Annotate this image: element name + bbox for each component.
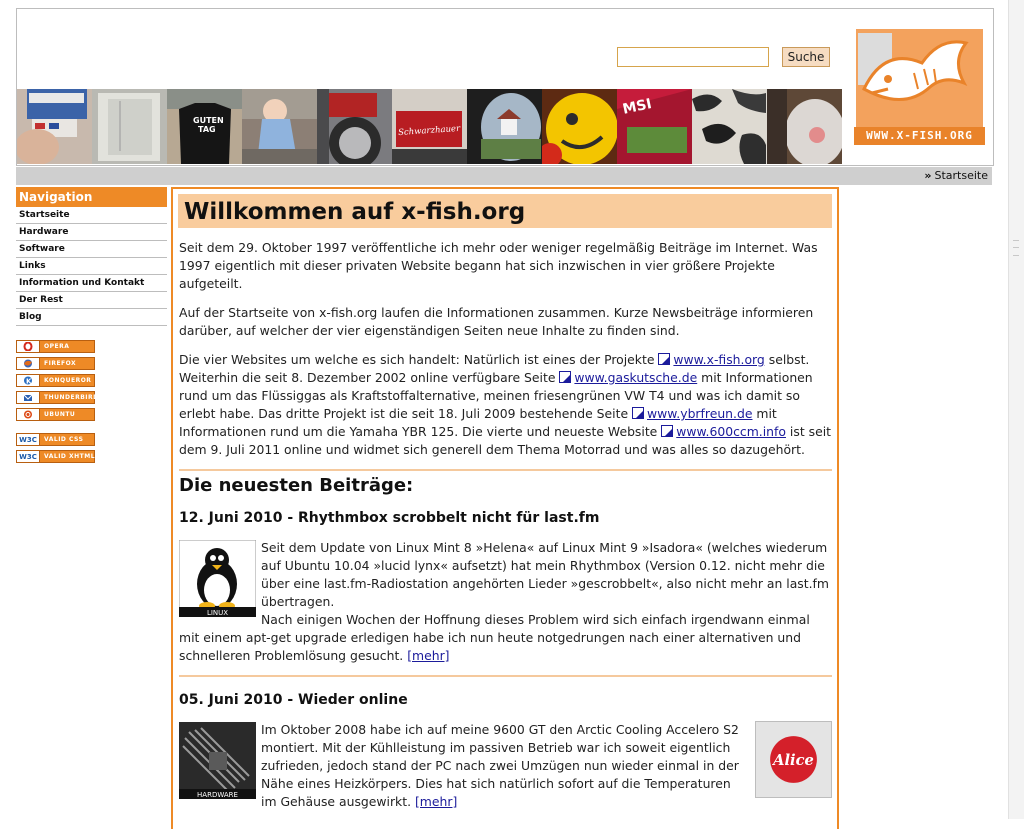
banner-photo-tshirt (167, 89, 242, 164)
alice-logo-icon (755, 721, 832, 798)
sidebar-item-der-rest[interactable] (16, 292, 167, 309)
hardware-cooler-icon (179, 722, 256, 799)
search-input[interactable] (617, 47, 769, 67)
sidebar-item-links[interactable] (16, 258, 167, 275)
link-x-fish[interactable]: www.x-fish.org (673, 352, 765, 367)
banner-photo-sign (392, 89, 467, 164)
sidebar-item-startseite[interactable] (16, 207, 167, 224)
divider (179, 675, 832, 677)
fish-logo-icon (854, 27, 985, 127)
valid-css-badge[interactable]: W3C VALID CSS (16, 433, 95, 446)
post-entry (179, 721, 832, 811)
banner-photo-mirror (467, 89, 542, 164)
sidebar-item-blog[interactable] (16, 309, 167, 326)
page-title-box (178, 194, 832, 228)
sidebar (16, 187, 167, 467)
firefox-icon (17, 358, 40, 369)
sidebar-item-hardware[interactable] (16, 224, 167, 241)
divider (179, 469, 832, 471)
banner-photo-thumb-card (17, 89, 92, 164)
valid-xhtml-badge[interactable]: W3C VALID XHTML (16, 450, 95, 463)
svg-text:Schwarzhauer: Schwarzhauer (397, 123, 461, 139)
external-link-icon (559, 371, 571, 383)
search-button[interactable]: Suche (782, 47, 830, 67)
sidebar-item-label[interactable]: Startseite (19, 210, 70, 220)
svg-text:K: K (26, 377, 32, 385)
banner-photo-cat (767, 89, 842, 164)
sidebar-item-label[interactable]: Information und Kontakt (19, 278, 145, 288)
post-title[interactable]: 12. Juni 2010 - Rhythmbox scrobbelt nicht für last.fm (179, 510, 600, 526)
external-link-icon (658, 353, 670, 365)
content-body (173, 239, 837, 811)
ubuntu-icon (17, 409, 40, 420)
site-logo[interactable] (854, 27, 985, 145)
w3c-logo-icon: W3C (17, 434, 40, 445)
sidebar-item-label[interactable]: Links (19, 261, 46, 271)
page-title: Willkommen auf x-fish.org (184, 199, 526, 225)
post-text: Seit dem Update von Linux Mint 8 »Helena« auf Linux Mint 9 »Isadora« (welches wiederum auf Ubuntu 10.04 »lucid lynx« aufsetzt) hat mein Rhythmbox (Version 0.12. nicht mehr die über eine last.fm-Radiostation angehörten Lieder »gescrobbelt«, also nicht mehr an last.fm übertragen. (261, 540, 829, 609)
svg-text:Alice: Alice (773, 751, 814, 769)
banner-photo-balloon (542, 89, 617, 164)
sidebar-item-label[interactable]: Software (19, 244, 65, 254)
intro-paragraph-1: Seit dem 29. Oktober 1997 veröffentliche ich mehr oder weniger regelmäßig Beiträge im Internet. Was 1997 eigentlich mit dieser privaten Website begann hat sich inzwischen in vier größere Projekte aufgeteilt. (179, 240, 818, 291)
linux-tux-icon (179, 540, 256, 617)
svg-text:HARDWARE: HARDWARE (197, 791, 238, 799)
opera-icon (17, 341, 40, 352)
external-link-icon (632, 407, 644, 419)
intro-paragraph-3: Die vier Websites um welche es sich handelt: Natürlich ist eines der Projekte www.x-fish.org selbst. Weiterhin die seit 8. Dezember 2002 online verfügbare Seite www.gaskutsche.de mit Informationen rund um das Flüssiggas als Kraftstoffalternative, meinen friesengrünen VW T4 und was ich damit so erlebt habe. Das dritte Projekt ist die seit 18. Juli 2009 bestehende Seite www.ybrfreun.de mit Informationen rund um die Yamaha YBR 125. Die vierte und neueste Website www.600ccm.info ist seit dem 9. Juli 2011 online und widmet sich generell dem Thema Motorrad und was alles so dazugehört. (179, 352, 831, 457)
newest-posts-heading: Die neuesten Beiträge: (179, 475, 414, 496)
w3c-logo-icon: W3C (17, 451, 40, 462)
post-entry (179, 539, 832, 665)
page-header (16, 8, 994, 166)
post-text: Im Oktober 2008 habe ich auf meine 9600 GT den Arctic Cooling Accelero S2 montiert. Mit der Kühlleistung im passiven Betrieb war ich soweit eigentlich zufrieden, jedoch stand der PC nach zwei Umzügen nun wieder einmal in der Nähe eines Heizkörpers. Dies hat sich natürlich sofort auf die Temperaturen im Gehäuse ausgewirkt. (261, 722, 739, 809)
sidebar-heading: Navigation (16, 187, 167, 207)
sidebar-item-information[interactable] (16, 275, 167, 292)
read-more-link[interactable]: [mehr] (414, 794, 458, 809)
firefox-badge[interactable]: FIREFOX (16, 357, 95, 370)
link-600ccm[interactable]: www.600ccm.info (676, 424, 786, 439)
post-title[interactable]: 05. Juni 2010 - Wieder online (179, 692, 408, 708)
sidebar-item-label[interactable]: Der Rest (19, 295, 63, 305)
external-link-icon (661, 425, 673, 437)
konqueror-icon (17, 375, 40, 386)
svg-text:TAG: TAG (198, 125, 216, 134)
link-gaskutsche[interactable]: www.gaskutsche.de (574, 370, 698, 385)
thunderbird-icon (17, 392, 40, 403)
sidebar-item-label[interactable]: Hardware (19, 227, 69, 237)
svg-text:LINUX: LINUX (206, 609, 229, 617)
konqueror-badge[interactable]: K KONQUEROR (16, 374, 95, 387)
header-banner (17, 89, 843, 164)
banner-photo-msi-box (617, 89, 692, 164)
breadcrumb (924, 169, 988, 182)
logo-text: WWW.X-FISH.ORG (854, 127, 985, 145)
browser-badges (16, 340, 167, 421)
thunderbird-badge[interactable]: THUNDERBIRD (16, 391, 95, 404)
w3c-badges (16, 433, 167, 463)
banner-photo-camouflage (692, 89, 767, 164)
banner-photo-router (92, 89, 167, 164)
intro-paragraph-2: Auf der Startseite von x-fish.org laufen die Informationen zusammen. Kurze Newsbeiträge informieren darüber, auf welcher der vier eigenständigen Seiten neue Inhalte zu finden sind. (179, 305, 814, 338)
breadcrumb-current[interactable]: Startseite (934, 169, 988, 182)
banner-photo-child (242, 89, 317, 164)
vertical-scrollbar[interactable] (1008, 0, 1024, 819)
banner-photo-motorcycle (317, 89, 392, 164)
opera-badge[interactable]: OPERA (16, 340, 95, 353)
sidebar-nav (16, 207, 167, 326)
sidebar-item-software[interactable] (16, 241, 167, 258)
link-ybrfreun[interactable]: www.ybrfreun.de (647, 406, 753, 421)
main-content (171, 187, 839, 829)
post-text: Nach einigen Wochen der Hoffnung dieses Problem wird sich einfach irgendwann einmal mit einem apt-get upgrade erledigen habe ich nun heute notgedrungen nach einer alternativen und schnelleren Problemlösung gesucht. (179, 612, 810, 663)
breadcrumb-marker: » (924, 169, 932, 182)
sidebar-item-label[interactable]: Blog (19, 312, 42, 322)
read-more-link[interactable]: [mehr] (407, 648, 450, 663)
ubuntu-badge[interactable]: UBUNTU (16, 408, 95, 421)
breadcrumb-bar (16, 167, 992, 185)
scrollbar-grip-icon[interactable] (1013, 240, 1019, 256)
svg-text:GUTEN: GUTEN (193, 116, 224, 125)
svg-text:MSI: MSI (621, 96, 654, 118)
